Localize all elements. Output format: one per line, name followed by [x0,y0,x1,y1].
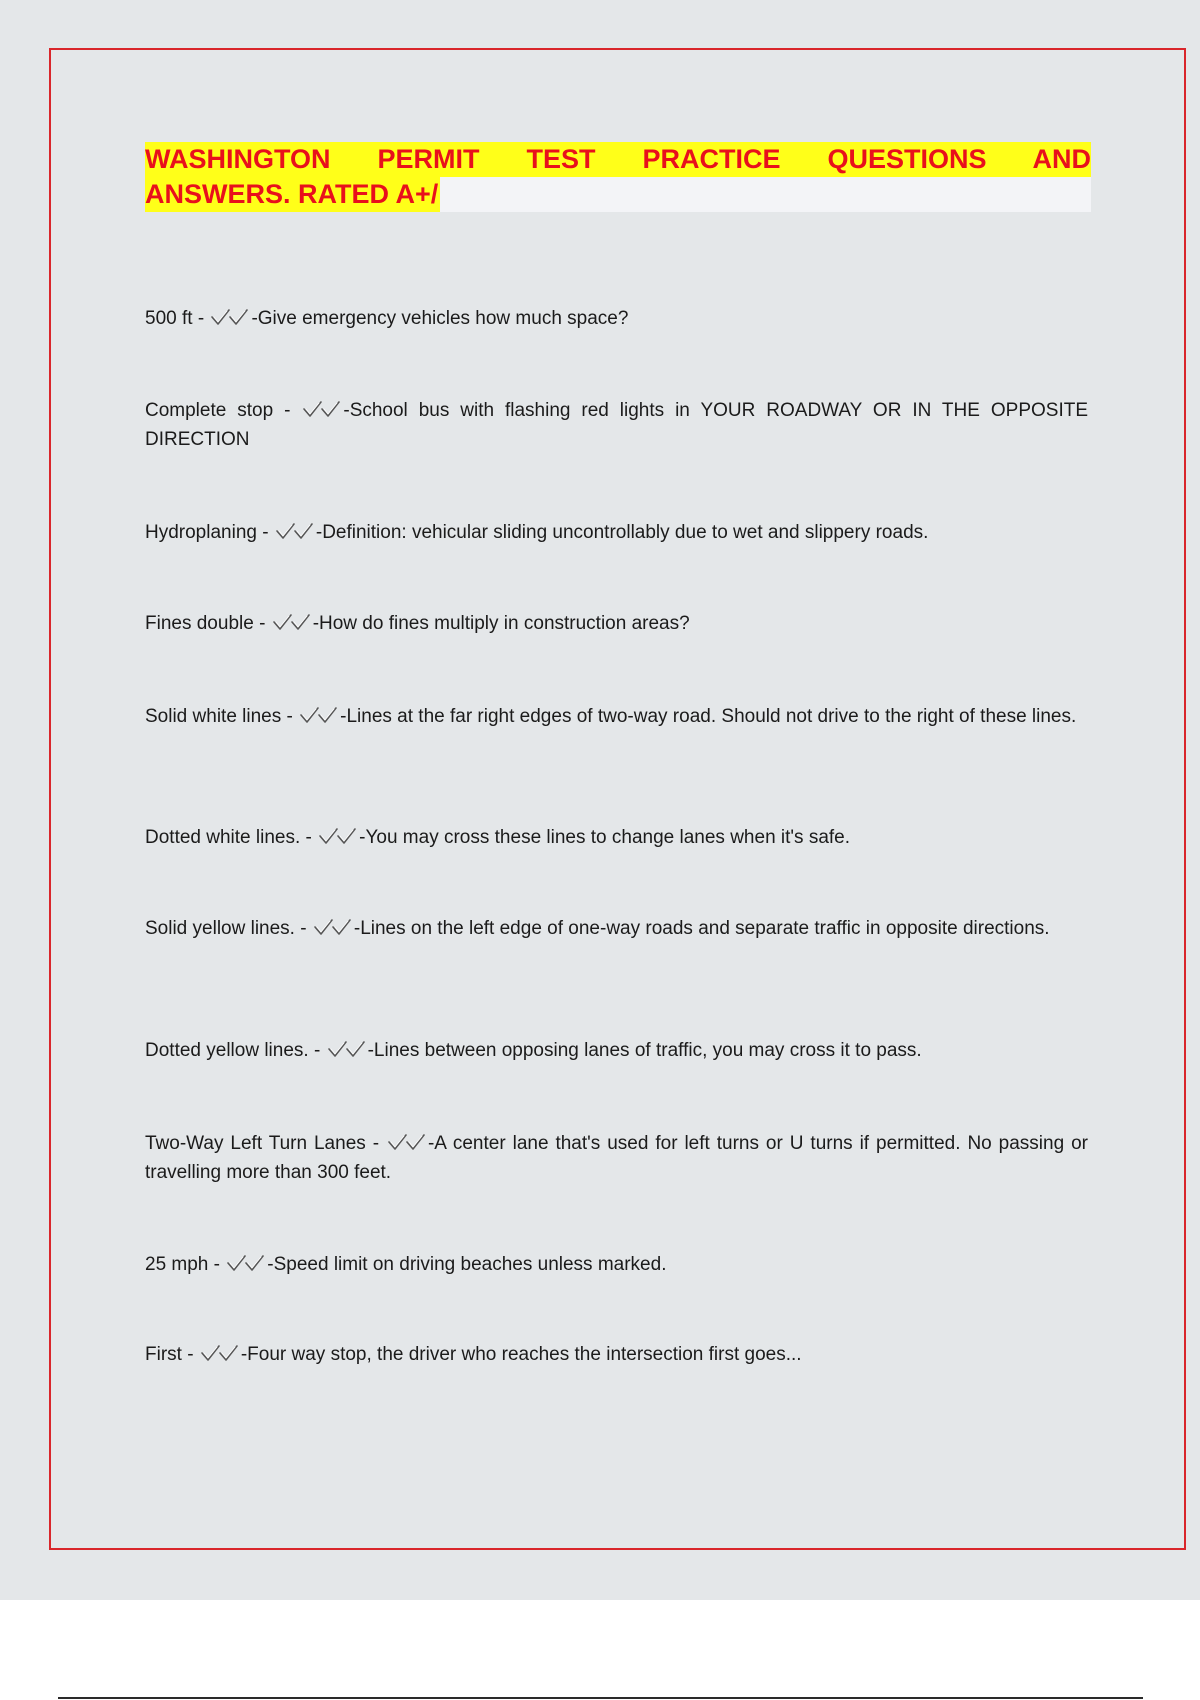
qa-answer: Solid white lines [145,706,282,727]
qa-separator: - [208,1254,226,1275]
qa-item [145,1250,1088,1279]
double-check-icon [275,522,315,540]
qa-answer: Complete stop [145,400,274,421]
footer-rule [58,1697,1143,1699]
double-check-icon [299,706,339,724]
qa-separator: - [315,522,323,543]
qa-item [145,823,1088,852]
title-line-2: ANSWERS. RATED A+/ [145,177,440,212]
qa-separator: - [273,400,302,421]
qa-separator: - [256,522,274,543]
qa-item [145,304,1088,333]
qa-separator: - [267,1254,274,1275]
qa-separator: - [312,613,320,634]
qa-question: How do fines multiply in construction areas? [319,613,690,634]
qa-answer: Two-Way Left Turn Lanes [145,1133,366,1154]
title-line-1: WASHINGTON PERMIT TEST PRACTICE QUESTIONS AND [145,142,1091,177]
double-check-icon [272,613,312,631]
qa-item [145,396,1088,454]
qa-answer: 25 mph [145,1254,209,1275]
double-check-icon [313,918,353,936]
qa-separator: - [300,827,318,848]
qa-answer: 500 ft [145,308,193,329]
document-title [145,142,1091,212]
qa-question: Lines between opposing lanes of traffic, you may cross it to pass. [373,1040,922,1061]
qa-separator: - [240,1344,248,1365]
qa-item [145,702,1088,731]
qa-item [145,914,1088,943]
qa-item [145,609,1088,638]
qa-item [145,518,1088,547]
double-check-icon [210,308,250,326]
qa-separator: - [281,706,299,727]
qa-answer: Solid yellow lines. [145,918,295,939]
qa-item [145,1036,1088,1065]
qa-question: Lines on the left edge of one-way roads and separate traffic in opposite directions. [360,918,1050,939]
double-check-icon [327,1040,367,1058]
qa-separator: - [359,827,366,848]
qa-separator: - [308,1040,326,1061]
double-check-icon [302,400,342,418]
qa-question: A center lane that's used for left turns or U turns if permitted. No passing or travelling more than 300 feet. [145,1133,1088,1183]
qa-separator: - [251,308,258,329]
qa-question: Speed limit on driving beaches unless marked. [273,1254,667,1275]
qa-item [145,1129,1088,1187]
qa-separator: - [294,918,312,939]
qa-separator: - [365,1133,386,1154]
qa-separator: - [253,613,271,634]
qa-separator: - [353,918,361,939]
qa-separator: - [427,1133,435,1154]
qa-separator: - [181,1344,199,1365]
double-check-icon [200,1344,240,1362]
qa-question: Four way stop, the driver who reaches the intersection first goes... [247,1344,802,1365]
double-check-icon [226,1254,266,1272]
qa-question: School bus with flashing red lights in YOUR ROADWAY OR IN THE OPPOSITE DIRECTION [145,400,1088,450]
qa-question: You may cross these lines to change lanes when it's safe. [365,827,851,848]
qa-answer: Hydroplaning [145,522,257,543]
qa-separator: - [340,706,347,727]
qa-separator: - [343,400,350,421]
qa-question: Give emergency vehicles how much space? [257,308,629,329]
qa-answer: Dotted white lines. [145,827,301,848]
qa-item [145,1340,1088,1369]
double-check-icon [387,1133,427,1151]
qa-answer: Dotted yellow lines. [145,1040,309,1061]
qa-separator: - [367,1040,374,1061]
qa-question: Lines at the far right edges of two-way road. Should not drive to the right of these lines. [346,706,1077,727]
page-frame [49,48,1186,1550]
title-line-2-row [145,177,1091,212]
qa-answer: Fines double [145,613,254,634]
qa-separator: - [192,308,210,329]
double-check-icon [318,827,358,845]
qa-answer: First [145,1344,182,1365]
qa-question: Definition: vehicular sliding uncontrollably due to wet and slippery roads. [322,522,929,543]
